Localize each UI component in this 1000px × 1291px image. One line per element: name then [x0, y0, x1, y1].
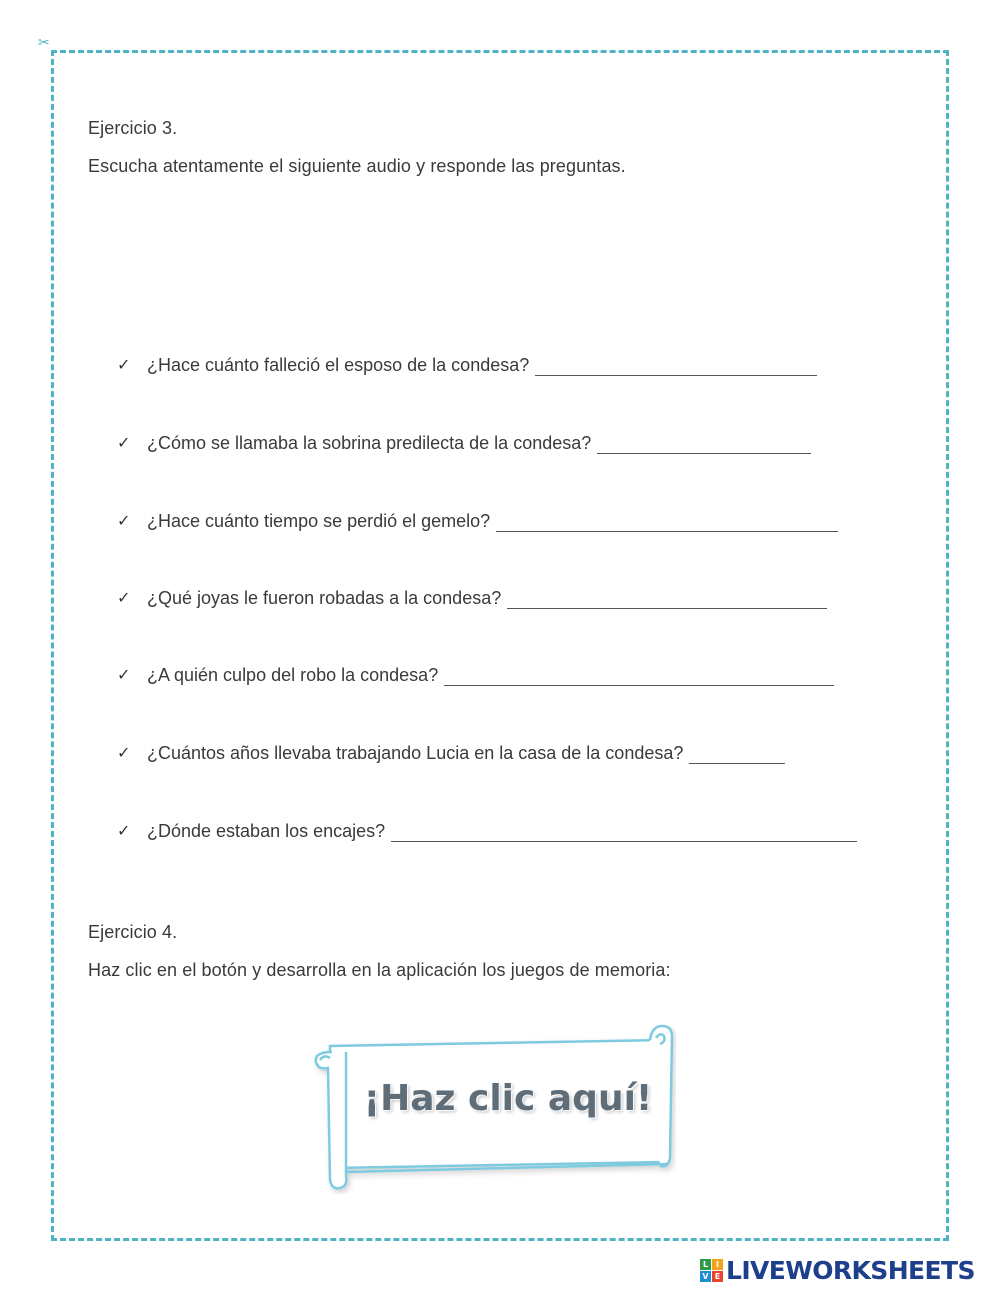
- question-item: [117, 430, 811, 454]
- question-item: [117, 352, 817, 376]
- brand-logo-letter: E: [712, 1271, 723, 1282]
- exercise4-title: Ejercicio 4.: [88, 922, 178, 942]
- brand-logo-letter: I: [712, 1259, 723, 1270]
- exercise3-title: Ejercicio 3.: [88, 118, 178, 138]
- exercise4-instruction: Haz clic en el botón y desarrolla en la aplicación los juegos de memoria:: [88, 960, 671, 980]
- brand-logo-letter: V: [700, 1271, 711, 1282]
- question-text: ¿Hace cuánto falleció el esposo de la condesa?: [147, 355, 530, 375]
- answer-field[interactable]: [535, 358, 817, 376]
- question-item: [117, 508, 838, 532]
- liveworksheets-logo: [700, 1257, 975, 1283]
- question-item: [117, 585, 827, 609]
- question-text: ¿Hace cuánto tiempo se perdió el gemelo?: [147, 511, 491, 531]
- checkmark-icon: ✓: [117, 433, 131, 452]
- scissors-icon: ✂: [38, 35, 50, 51]
- checkmark-icon: ✓: [117, 355, 131, 374]
- answer-field[interactable]: [391, 824, 857, 842]
- question-text: ¿Cuántos años llevaba trabajando Lucia en la casa de la condesa?: [147, 743, 684, 763]
- brand-name: LIVEWORKSHEETS: [726, 1255, 975, 1285]
- brand-logo-letter: L: [700, 1259, 711, 1270]
- question-text: ¿A quién culpo del robo la condesa?: [147, 665, 439, 685]
- answer-field[interactable]: [507, 591, 827, 609]
- checkmark-icon: ✓: [117, 743, 131, 762]
- question-item: [117, 740, 785, 764]
- question-item: [117, 662, 834, 686]
- answer-field[interactable]: [597, 436, 811, 454]
- checkmark-icon: ✓: [117, 821, 131, 840]
- answer-field[interactable]: [496, 514, 838, 532]
- question-text: ¿Cómo se llamaba la sobrina predilecta de la condesa?: [147, 433, 592, 453]
- answer-field[interactable]: [689, 746, 785, 764]
- checkmark-icon: ✓: [117, 511, 131, 530]
- haz-clic-aqui-button[interactable]: [310, 1022, 676, 1194]
- exercise3-instruction: Escucha atentamente el siguiente audio y responde las preguntas.: [88, 156, 626, 176]
- question-text: ¿Dónde estaban los encajes?: [147, 821, 386, 841]
- brand-logo-icon: [700, 1259, 723, 1282]
- question-text: ¿Qué joyas le fueron robadas a la condesa?: [147, 588, 502, 608]
- checkmark-icon: ✓: [117, 665, 131, 684]
- checkmark-icon: ✓: [117, 588, 131, 607]
- button-label: ¡Haz clic aquí!: [363, 1078, 653, 1119]
- answer-field[interactable]: [444, 668, 834, 686]
- question-item: [117, 818, 857, 842]
